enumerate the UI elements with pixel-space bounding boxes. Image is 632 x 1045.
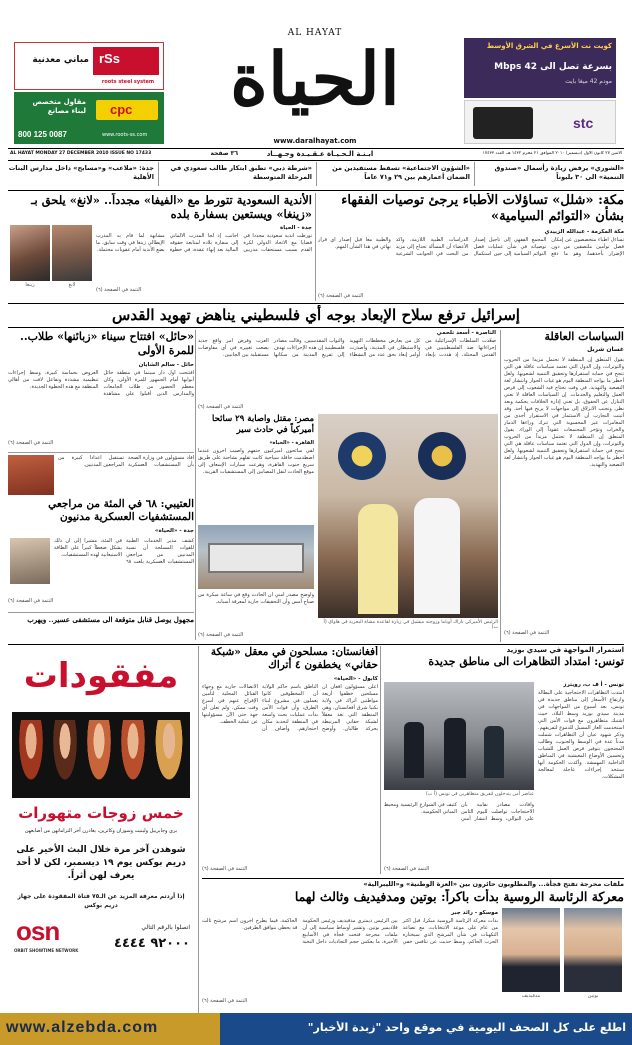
russia-caption-1: مدفيديف <box>521 993 541 999</box>
clubs-caption-1: زينغا <box>25 282 35 288</box>
roots-logo: rSs <box>99 51 120 66</box>
otaibi-byline: جدة - «الحياة» <box>154 528 194 534</box>
top-strip <box>8 162 624 188</box>
strip-item-4[interactable]: جدة: «ملاعب» و«مسابح» داخل مدارس البنات الأهلية <box>8 164 154 181</box>
clubs-caption-2: لانغ <box>68 282 76 288</box>
afghan-continued[interactable]: التتمة في الصفحة (٦) <box>202 866 248 872</box>
egypt-headline: مصر: مقتل واصابة ٢٩ سائحاً أميركياً في حادث سير <box>212 414 314 435</box>
stc-ad[interactable] <box>464 100 616 144</box>
tunisia-kicker: استمرار المواجهة في سيدي بوزيد <box>506 646 624 654</box>
israel-headline[interactable]: إسرائيل ترفع سلاح الإبعاد بوجه أي فلسطيني يناهض تهويد القدس <box>112 306 520 324</box>
masthead <box>0 0 632 160</box>
cpc-web: www.roots-ss.com <box>102 132 148 138</box>
stc-logo: stc <box>573 115 594 131</box>
kuwait-headline: كويت نت الأسرع في الشرق الأوسط <box>486 42 612 50</box>
russia-story[interactable]: ملفات محرجة تفتح فجأة... والمطلوبون حائرون بين «العزة الوطنية» و«الليبرالية» معركة الرئاسة الروسية بدأت باكراً: بوتين ومدفيديف وثالث لهما بوتين مدفيديف موسكو - رائد جبر بدأت معركة الرئاسة الروسية مبكراً، قبل أكثر من عام على موعد الانتخابات، مع تصاعد التكهنات في شأن المرشح الذي سيختاره الحزب الحاكم، وسط حديث عن تنافس خفي بين الرئيس ديمتري مدفيديف ورئيس الحكومة فلاديمير بوتين. وتشير أوساط سياسية إلى أن ملفات محرجة فتحت فجأة في الأسابيع الأخيرة، ما يعكس حجم التجاذبات داخل النخبة الحاكمة، فيما يطرح آخرون اسم مرشح ثالث قد يحظى بتوافق الطرفين. التتمة في الصفحة (٦) <box>202 880 624 1004</box>
roots-brand: roots steel system <box>101 79 155 85</box>
egypt-story[interactable]: مصر: مقتل واصابة ٢٩ سائحاً أميركياً في حادث سير القاهرة - «الحياة» لقي سائحون أميركيون حتفهم وأصيب آخرون عندما اصطدمت حافلة سياحية كانت تقلهم بشاحنة على طريق سريع جنوب القاهرة، وهرعت سيارات الإسعاف إلى موقع الحادث لنقل المصابين إلى المستشفيات القريبة. <box>198 414 314 475</box>
ad-title: مفقودات <box>23 656 179 696</box>
ad-subtitle: خمس زوجات متهورات <box>18 804 184 822</box>
osn-ad[interactable] <box>8 648 194 1026</box>
tunisia-continued[interactable]: التتمة في الصفحة (٦) <box>384 866 430 872</box>
osn-phone[interactable]: ٩٢٠٠٠ ٤٤٤٤ <box>114 936 190 951</box>
navy-seal-icon <box>418 432 466 480</box>
roots-brand-ar: مباني معدنية <box>32 55 89 65</box>
mine-headline[interactable]: مجهول يوصل قنابل متوقعة الى مستشفى عسير.. ويهرب <box>27 615 194 624</box>
cpc-ad[interactable] <box>14 92 164 144</box>
tunisia-story[interactable]: استمرار المواجهة في سيدي بوزيد تونس: امتداد التظاهرات الى مناطق جديدة عناصر أمن يتدخلون لتفريق متظاهرين في تونس (أ ب) تونس - أ ف ب، رويترز امتدت التظاهرات الاحتجاجية على البطالة وارتفاع الأسعار إلى مناطق جديدة في تونس، بعد أسبوع من المواجهات في مدينة سيدي بوزيد وسط البلاد، حيث اشتبك متظاهرون مع قوات الأمن التي استخدمت الغاز المسيل للدموع لتفريقهم. وذكر شهود عيان أن التظاهرات شملت مدناً عدة في الوسط والجنوب، وطالب المحتجون بتوفير فرص العمل للشباب وتحسين الأوضاع المعيشية في المناطق الداخلية المهمشة. وأكدت الحكومة أنها ستتخذ إجراءات عاجلة لمعالجة المشكلات. وأفادت مصادر نقابية بأن الاحتجاجات تواصلت لليوم الثامن على التوالي، وسط انتشار أمني كثيف في الشوارع الرئيسية ومحيط المباني الحكومية. التتمة في الصفحة (٦) <box>384 646 624 872</box>
otaibi-headline: العتيبي: ٦٨ في المئة من مراجعي المستشفيات العسكرية مدنيون <box>48 498 194 523</box>
clubs-headline: الأندية السعودية تتورط مع «الفيفا» مجدداً.. «لانغ» يلحق بـ «زينغا» ويستعين بسفارة بلده <box>31 193 312 221</box>
egypt-continued[interactable]: التتمة في الصفحة (٦) <box>198 632 244 638</box>
kuwait-speed: بسرعة تصل الى Mbps 42 <box>494 62 612 72</box>
cpc-sub: مقاول متخصص لبناء مصانع <box>32 98 86 115</box>
cpc-phone: 800 125 0087 <box>18 130 67 139</box>
kuwait-modem: مودم 42 ميغا بايت <box>565 78 612 85</box>
cpc-logo: cpc <box>110 102 133 117</box>
ad-promo: شوهدن آخر مرة خلال البث الأخير على دريم بوكس يوم ١٩ ديسمبر، لكن لا أحد يعرف لهن أثراً. <box>16 845 186 881</box>
kuwait-net-ad[interactable] <box>464 38 616 98</box>
marine-seal-icon <box>338 432 386 480</box>
medvedev-photo <box>502 908 560 992</box>
otaibi-continued[interactable]: التتمة في الصفحة (٦) <box>8 598 54 604</box>
strip-item-2[interactable]: «الشؤون الاجتماعية» تسقط مستفيدين من الضمان أعمارهم بين ٢٩ و٧١ عاماً <box>332 164 470 181</box>
masthead-title-en: AL HAYAT <box>287 28 343 38</box>
sinai-headline: «حائل» افتتاح سيناء «زبائنها» طلاب.. للمرة الأولى <box>19 330 194 357</box>
osn-logo: osn <box>16 916 60 946</box>
israel-continued[interactable]: التتمة في الصفحة (٦) <box>198 404 244 410</box>
pages: ٣٦ صفحة <box>210 150 238 157</box>
osn-sub: ORBIT SHOWTIME NETWORK <box>14 948 79 953</box>
afghan-headline: أفغانستان: مسلحون في معقل «شبكة حقاني» يخطفون ٤ أتراك <box>210 646 378 671</box>
strip-item-1[interactable]: «الشوري» يرفض زيادة رأسمال «صندوق التنمية» الى ٣٠ بليوناً <box>494 164 624 181</box>
tagline: ابـنـة الـحـيـاة عـقـيـدة وجـهــاد <box>266 150 374 158</box>
putin-photo <box>564 908 622 992</box>
footer-slogan: اطلع على كل الصحف اليومية في موقع واحد "زبدة الأخبار" <box>307 1021 626 1034</box>
tunisia-caption: عناصر أمن يتدخلون لتفريق متظاهرين في تونس (أ ب) <box>425 792 534 797</box>
israel-byline: الناصرة - أسعد تلحمي <box>436 330 496 336</box>
sinai-story[interactable]: «حائل» افتتاح سيناء «زبائنها» طلاب.. للمرة الأولى حائل - سالم الشايان افتتحت أول دار سينما في منطقة حائل أبوابها أمام الجمهور للمرة الأولى، وكان معظم الحضور من طلاب الجامعات والمدارس الذين أقبلوا على مشاهدة العروض بحماسة كبيرة، وسط إجراءات تنظيمية مشددة وتفاعل لافت من أهالي المنطقة مع هذه الخطوة الجديدة. التتمة في الصفحة (٦) <box>8 330 194 446</box>
tunisia-photo <box>384 682 534 790</box>
afghan-byline: كابول - «الحياة» <box>333 676 378 682</box>
tunisia-byline: تونس - أ ف ب، رويترز <box>563 682 624 688</box>
opinion-column[interactable]: السياسات العاقلة غسان شربل يقول المنطق إن المنطقة لا تحتمل مزيداً من الحروب والتوترات، وإن الدول التي تعتمد سياسات عاقلة هي التي تنجح في حماية استقرارها وتحقيق التنمية لشعوبها. ولعل أخطر ما يواجه المنطقة اليوم هو غياب الحوار وانتشار لغة التصعيد والتهديد، في وقت تحتاج فيه الشعوب إلى فرص العمل والتعليم والخدمات. إن السياسات العاقلة لا تعني التنازل عن الحقوق، بل تعني إدارة الخلافات بحكمة وبعد نظر، وتجنب الانزلاق إلى مواجهات لا يربح فيها أحد. وقد أثبتت التجارب أن الاستثمار في الاستقرار أجدى من المغامرات غير المحسوبة التي تترك وراءها الدمار والخراب وتؤخر المجتمعات عقوداً إلى الوراء. يقول المنطق إن المنطقة لا تحتمل مزيداً من الحروب والتوترات، وإن الدول التي تعتمد سياسات عاقلة هي التي تنجح في حماية استقرارها وتحقيق التنمية لشعوبها. ولعل أخطر ما يواجه المنطقة اليوم هو غياب الحوار وانتشار لغة التصعيد والتهديد. التتمة في الصفحة (٦) <box>504 330 624 636</box>
zenga-photo <box>10 225 50 281</box>
afghan-story[interactable]: أفغانستان: مسلحون في معقل «شبكة حقاني» يخطفون ٤ أتراك كابول - «الحياة» أعلن مسؤولون أفغان أن مسلحين خطفوا أربعة مواطنين أتراك في ولاية بكتيا شرق أفغانستان، وهي المنطقة التي تعد معقلاً لشبكة حقاني المرتبطة بحركة طالبان. وأوضح الناطق باسم حاكم الولاية أن المخطوفين كانوا يعملون في مشروع لبناء الطرق، وأن قوات الأمن بدأت عمليات بحث واسعة في المنطقة لتحديد مكان احتجازهم. وأضاف أن الاتصالات جارية مع وجهاء القبائل المحلية لتأمين الإفراج عنهم في أسرع وقت ممكن. ولم تعلن أي جهة حتى الآن مسؤوليتها عن عملية الخطف. التتمة في الصفحة (٦) <box>202 646 378 872</box>
clubs-story[interactable]: الأندية السعودية تتورط مع «الفيفا» مجدداً.. «لانغ» يلحق بـ «زينغا» ويستعين بسفارة بلده زينغا لانغ جدة - الحياة تورطت أندية سعودية مجدداً في قضايا مع الاتحاد الدولي لكرة القدم بسبب مستحقات مدربين أجانب، إذ لجأ المدرب الألماني إلى سفارة بلاده لمتابعة حقوقه المالية بعد إنهاء عقده، في خطوة مشابهة لما قام به المدرب الإيطالي زينغا في وقت سابق، ما يضع الأندية أمام عقوبات محتملة. التتمة في الصفحة (٦) <box>8 193 312 301</box>
mecca-byline: مكة المكرمة - عبدالله الزبيدي <box>544 229 624 235</box>
column-author: غسان شربل <box>587 346 624 353</box>
otaibi-photo <box>10 538 50 584</box>
sinai-continued[interactable]: التتمة في الصفحة (٦) <box>8 440 54 446</box>
obama-caption: الرئيس الأميركي باراك أوباما وزوجته ميشيل في زيارة لقاعدة مشاة البحرية في هاواي (أ ب) <box>323 620 498 630</box>
footer-banner[interactable] <box>0 1013 632 1045</box>
bus-accident-photo <box>198 525 314 589</box>
masthead-title-ar: الحياة <box>230 36 400 121</box>
strip-item-3[interactable]: «شرطة دبي» تطبق ابتكار طالب سعودي في المرحلة المتوسطة <box>170 164 312 181</box>
mecca-continued[interactable]: التتمة في الصفحة (٦) <box>318 293 364 299</box>
russia-kicker: ملفات محرجة تفتح فجأة... والمطلوبون حائرون بين «العزة الوطنية» و«الليبرالية» <box>363 880 624 888</box>
osn-call: اتصلوا بالرقم التالي <box>141 924 190 931</box>
sinai-byline: حائل - سالم الشايان <box>138 362 194 368</box>
russia-caption-2: بوتين <box>587 993 599 999</box>
ad-promo-2: إذا أردتم معرفة المزيد عن الـ٧٥ فتاة المفقودة على جهاز دريم بوكس <box>17 893 185 909</box>
egypt-byline: القاهرة - «الحياة» <box>269 440 314 446</box>
mecca-headline: مكة: «شلل» تساؤلات الأطباء يرجئ توصيات الفقهاء بشأن «التوائم السيامية» <box>341 193 624 224</box>
ad-desc: بري وجابرييل ولينيت وسوزان وكاثرين، يغادرن آخر التزاماتهن من أصابعهن <box>24 828 178 834</box>
otaibi-story[interactable]: العتيبي: ٦٨ في المئة من مراجعي المستشفيات العسكرية مدنيون جدة - «الحياة» كشف مدير الخدمات الطبية للقوات المسلحة أن نسبة المدنيين من مراجعي المستشفيات العسكرية بلغت ٦٨ في المئة، مشيراً إلى أن ذلك يشكل ضغطاً كبيراً على الطاقة الاستيعابية لهذه المستشفيات. التتمة في الصفحة (٦) <box>8 498 194 604</box>
mecca-story[interactable]: مكة: «شلل» تساؤلات الأطباء يرجئ توصيات الفقهاء بشأن «التوائم السيامية» مكة المكرمة - عبدالله الزبيدي تساءل أطباء متخصصون عن إمكان فصل توأمين ملتصقين من دون الإضرار بأحدهما، وهو ما دفع المجمع الفقهي إلى تأجيل إصدار توصياته في شأن عمليات فصل التوائم السيامية إلى حين استكمال الدراسات الطبية اللازمة، وأكد الأعضاء أن المسألة تحتاج إلى مزيد من البحث في الجوانب الشرعية والطبية معاً قبل إصدار أي قرار نهائي في هذا الشأن المهم. التتمة في الصفحة (٦) <box>318 193 624 299</box>
issue-en: AL HAYAT MONDAY 27 DECEMBER 2010 ISSUE NO 17433 <box>10 151 152 156</box>
clubs-continued[interactable]: التتمة في الصفحة (٦) <box>96 287 142 293</box>
russia-headline: معركة الرئاسة الروسية بدأت باكراً: بوتين ومدفيديف وثالث لهما <box>294 889 624 904</box>
ad-photo-strip <box>12 712 190 798</box>
issue-ar: الاثنين ٢٧ كانون الأول (ديسمبر) ٢٠١٠ الموافق ٢١ محرم ١٤٣٢ هـ، العدد ١٧٤٣٣ <box>482 151 622 156</box>
roots-steel-ad[interactable] <box>14 42 164 90</box>
tunisia-headline: تونس: امتداد التظاهرات الى مناطق جديدة <box>428 655 624 668</box>
obama-photo <box>318 414 498 618</box>
lang-photo <box>52 225 92 281</box>
footer-site[interactable]: www.alzebda.com <box>6 1019 159 1036</box>
masthead-website[interactable]: www.daralhayat.com <box>273 137 357 145</box>
russia-byline: موسكو - رائد جبر <box>451 910 498 916</box>
clubs-byline: جدة - الحياة <box>280 225 312 231</box>
column-continued[interactable]: التتمة في الصفحة (٦) <box>504 630 550 636</box>
sinai-inset-photo <box>8 455 54 495</box>
column-title: السياسات العاقلة <box>544 330 624 343</box>
russia-continued[interactable]: التتمة في الصفحة (٦) <box>202 998 248 1004</box>
israel-story[interactable]: الناصرة - أسعد تلحمي صعّدت السلطات الإسرائيلية من إجراءاتها ضد الفلسطينيين في القدس المحتلة، إذ هددت بإبعاد كل من يعارض مخططات التهويد والاستيطان في المدينة، وأصدرت أوامر إبعاد بحق عدد من النشطاء والنواب المقدسيين. وقالت مصادر فلسطينية إن هذه الإجراءات تهدف إلى تفريغ المدينة من سكانها العرب وفرض أمر واقع جديد يصعب تغييره في أي مفاوضات مستقبلية بين الجانبين. التتمة في الصفحة (٦) <box>198 330 496 410</box>
